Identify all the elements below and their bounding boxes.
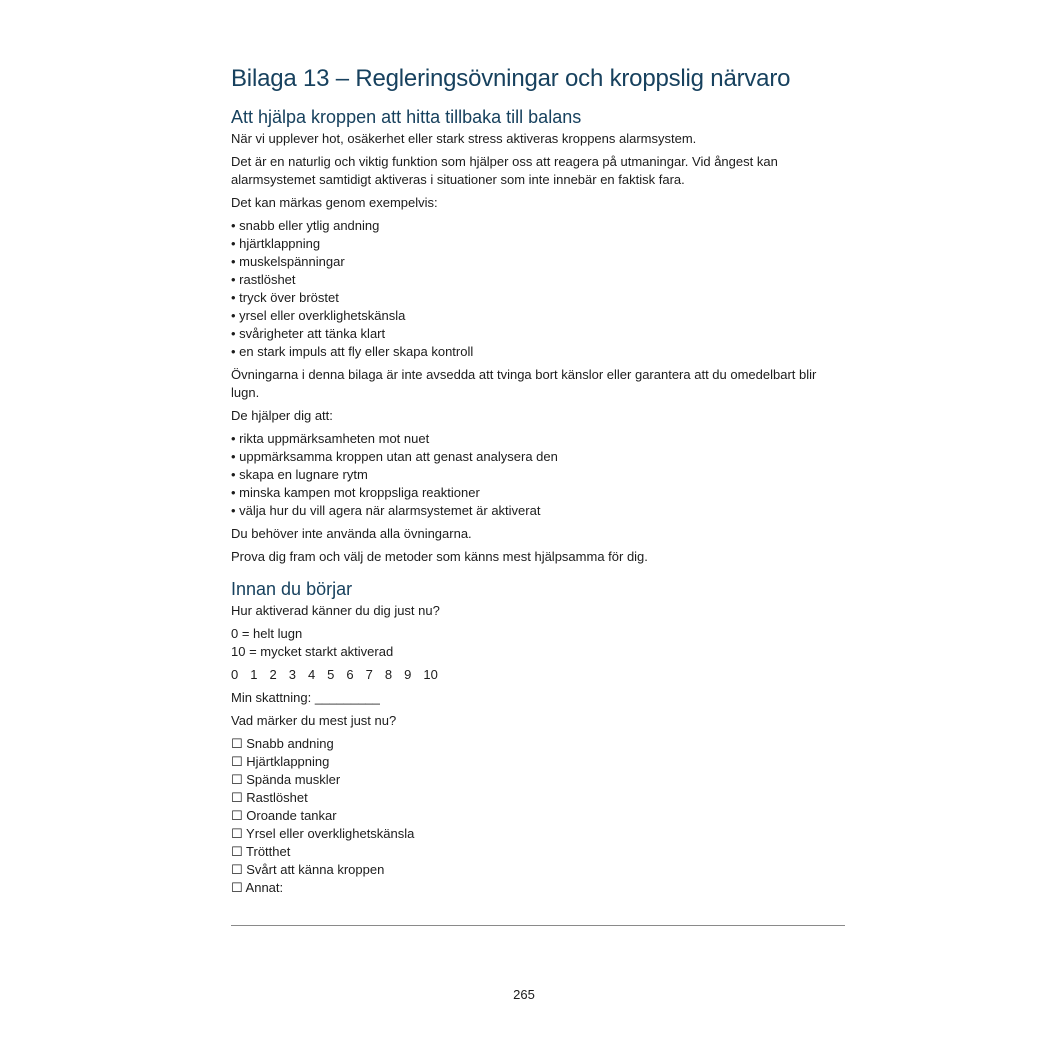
checkbox-option: ☐ Snabb andning: [231, 736, 334, 751]
scale-value: 3: [288, 667, 296, 682]
question: Hur aktiverad känner du dig just nu?: [231, 603, 440, 618]
rating-scale: [231, 666, 845, 684]
paragraph: Du behöver inte använda alla övningarna.: [231, 526, 472, 541]
list-item: • rastlöshet: [231, 272, 296, 287]
list-item: • yrsel eller overklighetskänsla: [231, 308, 406, 323]
section-heading-balance: Att hjälpa kroppen att hitta tillbaka till balans: [231, 107, 582, 127]
checkbox-option: ☐ Svårt att känna kroppen: [231, 862, 385, 877]
checkbox-option: ☐ Rastlöshet: [231, 790, 308, 805]
scale-value: 6: [346, 667, 354, 682]
checkbox-option: ☐ Hjärtklappning: [231, 754, 330, 769]
scale-value: 2: [269, 667, 277, 682]
list-item: • välja hur du vill agera när alarmsystemet är aktiverat: [231, 503, 541, 518]
paragraph: Övningarna i denna bilaga är inte avsedda att tvinga bort känslor eller garantera att du omedelbart blir lugn.: [231, 367, 817, 400]
rating-field: Min skattning: _________: [231, 690, 380, 705]
scale-value: 4: [307, 667, 316, 682]
scale-high-label: 10 = mycket starkt aktiverad: [231, 644, 394, 659]
helps-list: [231, 430, 845, 520]
scale-value: 5: [327, 667, 335, 682]
page-title: Bilaga 13 – Regleringsövningar och kroppslig närvaro: [231, 65, 791, 92]
list-item: • tryck över bröstet: [231, 290, 339, 305]
scale-low-label: 0 = helt lugn: [231, 626, 303, 641]
scale-value: 7: [365, 667, 373, 682]
list-item: • uppmärksamma kroppen utan att genast analysera den: [231, 449, 558, 464]
list-item: • skapa en lugnare rytm: [231, 467, 368, 482]
checkbox-option: ☐ Trötthet: [231, 844, 291, 859]
checkbox-option: ☐ Oroande tankar: [231, 808, 337, 823]
horizontal-divider: [231, 925, 845, 926]
scale-value: 0: [231, 667, 239, 682]
paragraph: Prova dig fram och välj de metoder som känns mest hjälpsamma för dig.: [231, 549, 648, 564]
list-item: • en stark impuls att fly eller skapa kontroll: [231, 344, 474, 359]
scale-value: 10: [423, 667, 438, 682]
checkbox-option: ☐ Annat:: [231, 880, 284, 895]
list-item: • minska kampen mot kroppsliga reaktioner: [231, 485, 480, 500]
checkbox-option: ☐ Spända muskler: [231, 772, 341, 787]
page-number: 265: [513, 987, 535, 1002]
question: Vad märker du mest just nu?: [231, 713, 397, 728]
paragraph: Det kan märkas genom exempelvis:: [231, 195, 438, 210]
list-item: • rikta uppmärksamheten mot nuet: [231, 431, 430, 446]
page-content: [231, 62, 845, 897]
signs-list: [231, 217, 845, 361]
paragraph: De hjälper dig att:: [231, 408, 333, 423]
list-item: • muskelspänningar: [231, 254, 345, 269]
checkbox-option: ☐ Yrsel eller overklighetskänsla: [231, 826, 415, 841]
paragraph: När vi upplever hot, osäkerhet eller stark stress aktiveras kroppens alarmsystem.: [231, 131, 697, 146]
paragraph: Det är en naturlig och viktig funktion som hjälper oss att reagera på utmaningar. Vid ångest kan alarmsystemet samtidigt aktiveras i situationer som inte innebär en faktisk fara.: [231, 154, 778, 187]
checkbox-list: [231, 735, 845, 897]
section-heading-before-start: Innan du börjar: [231, 579, 353, 599]
scale-value: 1: [250, 667, 258, 682]
list-item: • snabb eller ytlig andning: [231, 218, 380, 233]
scale-value: 9: [404, 667, 412, 682]
scale-value: 8: [384, 667, 393, 682]
list-item: • svårigheter att tänka klart: [231, 326, 386, 341]
list-item: • hjärtklappning: [231, 236, 321, 251]
